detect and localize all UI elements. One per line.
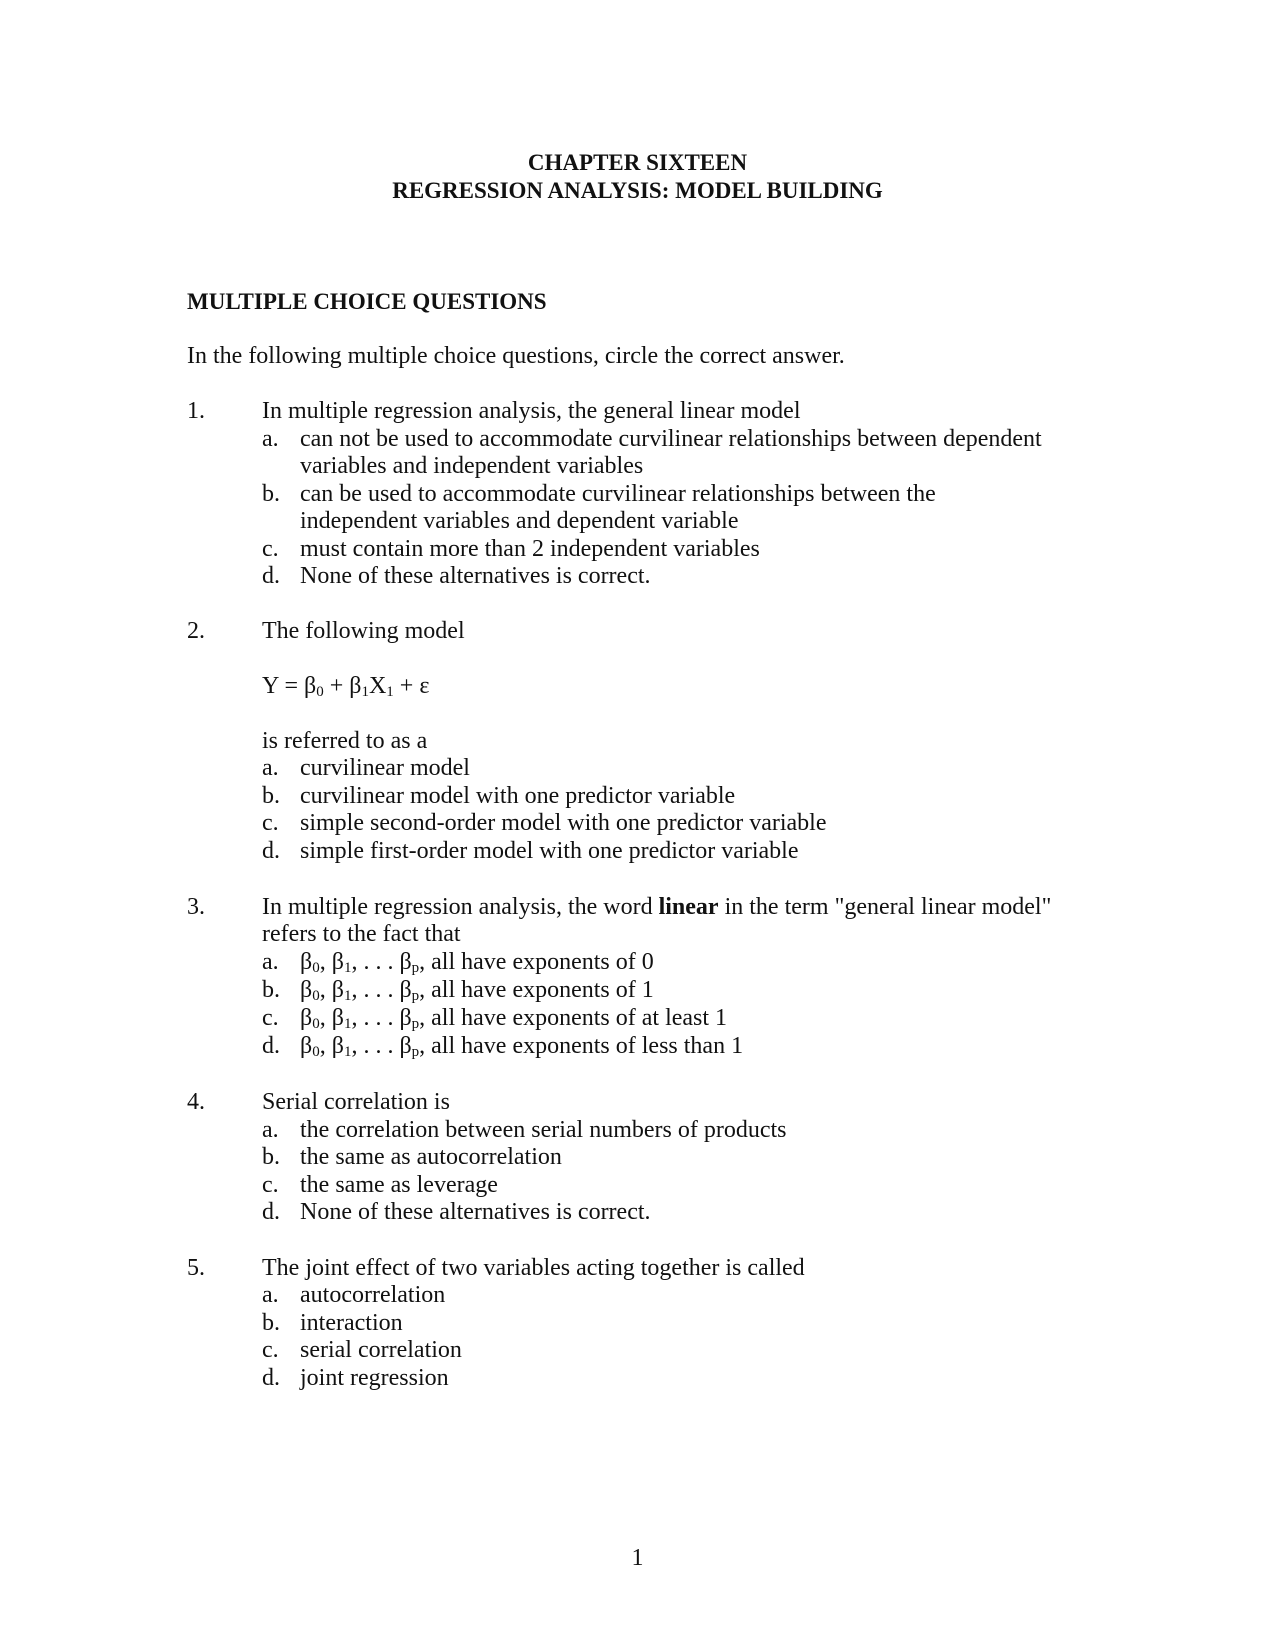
option-text: None of these alternatives is correct.	[300, 563, 651, 589]
option-letter: d.	[262, 838, 280, 864]
question-stem: In multiple regression analysis, the word linear in the term "general linear model"	[262, 894, 1052, 920]
option-c	[262, 535, 760, 564]
option-b	[262, 782, 735, 811]
option-letter: a.	[262, 1282, 279, 1308]
model-equation: $Y = \beta_0 + \beta_1X_1 + \varepsilon$	[262, 673, 430, 700]
option-letter: c.	[262, 1005, 279, 1031]
option-text: interaction	[300, 1310, 403, 1336]
chapter-title: CHAPTER SIXTEEN	[527, 150, 748, 175]
option-letter: a.	[262, 755, 279, 781]
option-letter: b.	[262, 977, 280, 1003]
option-text: , all have exponents of at least 1	[419, 1005, 728, 1031]
option-c: c. $\beta_0$, $\beta_1$, . . . $\beta_p$, all have exponents of at least 1	[262, 1005, 728, 1032]
option-a: a. $\beta_0$, $\beta_1$, . . . $\beta_p$, all have exponents of 0	[262, 949, 654, 976]
option-letter: d.	[262, 1365, 280, 1391]
option-letter: a.	[262, 426, 279, 452]
question-stem: The following model	[262, 618, 465, 644]
option-a	[262, 1281, 445, 1310]
question-number: 5.	[187, 1255, 205, 1281]
option-text: serial correlation	[300, 1337, 462, 1363]
option-text: the same as autocorrelation	[300, 1144, 562, 1170]
chapter-subtitle: REGRESSION ANALYSIS: MODEL BUILDING	[392, 178, 883, 203]
option-b	[262, 1143, 562, 1172]
question-number: 1.	[187, 398, 205, 424]
option-text: the correlation between serial numbers of products	[300, 1117, 787, 1143]
option-text: joint regression	[300, 1365, 449, 1391]
option-letter: c.	[262, 810, 279, 836]
option-b	[262, 480, 936, 509]
option-c	[262, 1171, 498, 1200]
question-stem: The joint effect of two variables acting together is called	[262, 1255, 805, 1281]
question-stem-continued: refers to the fact that	[262, 921, 461, 947]
option-text: , all have exponents of 0	[419, 949, 654, 975]
page-number: 1	[631, 1545, 644, 1571]
option-letter: d.	[262, 1033, 280, 1059]
question-number: 4.	[187, 1089, 205, 1115]
option-text: curvilinear model	[300, 755, 470, 781]
option-text: can not be used to accommodate curvilinear relationships between dependent	[300, 426, 1042, 452]
option-letter: a.	[262, 949, 279, 975]
option-a	[262, 1116, 787, 1145]
question-stem: Serial correlation is	[262, 1089, 450, 1115]
option-letter: c.	[262, 1172, 279, 1198]
option-d	[262, 1198, 651, 1227]
option-d	[262, 1364, 449, 1393]
option-text: None of these alternatives is correct.	[300, 1199, 651, 1225]
option-a	[262, 425, 1042, 454]
option-text: can be used to accommodate curvilinear relationships between the	[300, 481, 936, 507]
option-text: simple first-order model with one predictor variable	[300, 838, 799, 864]
option-d	[262, 837, 799, 866]
option-text: autocorrelation	[300, 1282, 446, 1308]
option-text: , all have exponents of less than 1	[419, 1033, 744, 1059]
option-b	[262, 1309, 403, 1338]
option-text: simple second-order model with one predictor variable	[300, 810, 827, 836]
option-letter: b.	[262, 481, 280, 507]
question-stem-continued: is referred to as a	[262, 728, 428, 754]
option-letter: c.	[262, 1337, 279, 1363]
option-d	[262, 562, 651, 591]
option-letter: d.	[262, 563, 280, 589]
option-a-continued: variables and independent variables	[300, 453, 644, 479]
option-text: , all have exponents of 1	[419, 977, 654, 1003]
option-text: the same as leverage	[300, 1172, 498, 1198]
option-letter: b.	[262, 783, 280, 809]
question-number: 3.	[187, 894, 205, 920]
option-letter: b.	[262, 1144, 280, 1170]
option-a	[262, 754, 470, 783]
option-c	[262, 809, 827, 838]
option-letter: b.	[262, 1310, 280, 1336]
question-stem: In multiple regression analysis, the general linear model	[262, 398, 801, 424]
option-text: curvilinear model with one predictor variable	[300, 783, 736, 809]
option-letter: a.	[262, 1117, 279, 1143]
question-number: 2.	[187, 618, 205, 644]
emphasis-word: linear	[658, 894, 719, 920]
section-title: MULTIPLE CHOICE QUESTIONS	[187, 289, 547, 314]
option-c	[262, 1336, 462, 1365]
option-b-continued: independent variables and dependent variable	[300, 508, 739, 534]
option-d: d. $\beta_0$, $\beta_1$, . . . $\beta_p$, all have exponents of less than 1	[262, 1033, 744, 1060]
option-text: must contain more than 2 independent variables	[300, 536, 760, 562]
option-letter: d.	[262, 1199, 280, 1225]
instructions: In the following multiple choice questions, circle the correct answer.	[187, 343, 845, 369]
option-letter: c.	[262, 536, 279, 562]
option-b: b. $\beta_0$, $\beta_1$, . . . $\beta_p$, all have exponents of 1	[262, 977, 654, 1004]
